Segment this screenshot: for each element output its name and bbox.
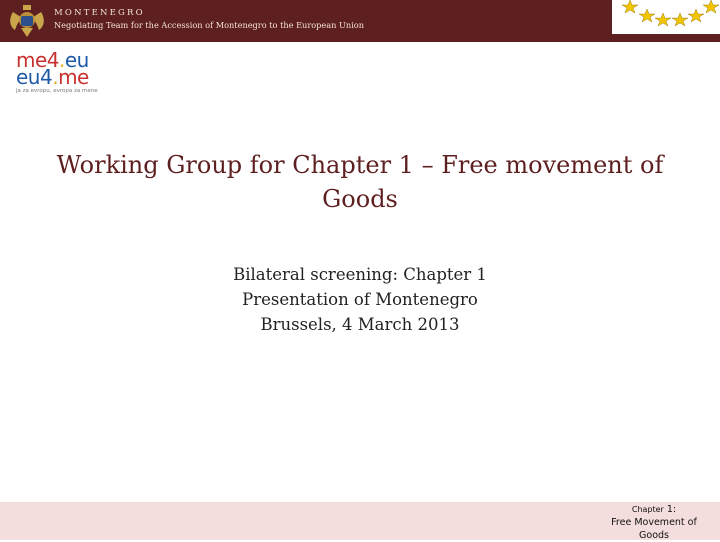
logo-text-me: me <box>58 65 89 89</box>
me4eu-logo: me4.eu eu4.me ja za evropu, evropa za mene <box>16 52 116 98</box>
footer-chapter-prefix: Chapter <box>631 505 664 514</box>
logo-text-eu: eu <box>64 48 89 72</box>
slide-title: Working Group for Chapter 1 – Free movement of Goods <box>56 151 664 213</box>
subtitle-line-presentation: Presentation of Montenegro <box>242 290 478 309</box>
logo-text-me4: me4 <box>16 48 60 72</box>
logo-text-eu4: eu4 <box>16 65 53 89</box>
footer-chapter-title-line2: Goods <box>639 530 669 541</box>
negotiating-team-label: Negotiating Team for the Accession of Montenegro to the European Union <box>54 20 365 30</box>
footer-chapter-title-line1: Free Movement of <box>611 517 697 528</box>
logo-tagline: ja za evropu, evropa za mene <box>16 88 98 94</box>
footer-chapter-label <box>594 503 714 542</box>
footer-chapter-number: 1: <box>666 504 677 515</box>
montenegro-crest-icon <box>7 2 47 40</box>
slide-subtitle <box>160 262 560 337</box>
subtitle-line-screening: Bilateral screening: Chapter 1 <box>233 265 487 284</box>
country-name: MONTENEGRO <box>54 8 145 18</box>
eu-stars-icon <box>612 0 720 34</box>
subtitle-line-date: Brussels, 4 March 2013 <box>260 315 460 334</box>
